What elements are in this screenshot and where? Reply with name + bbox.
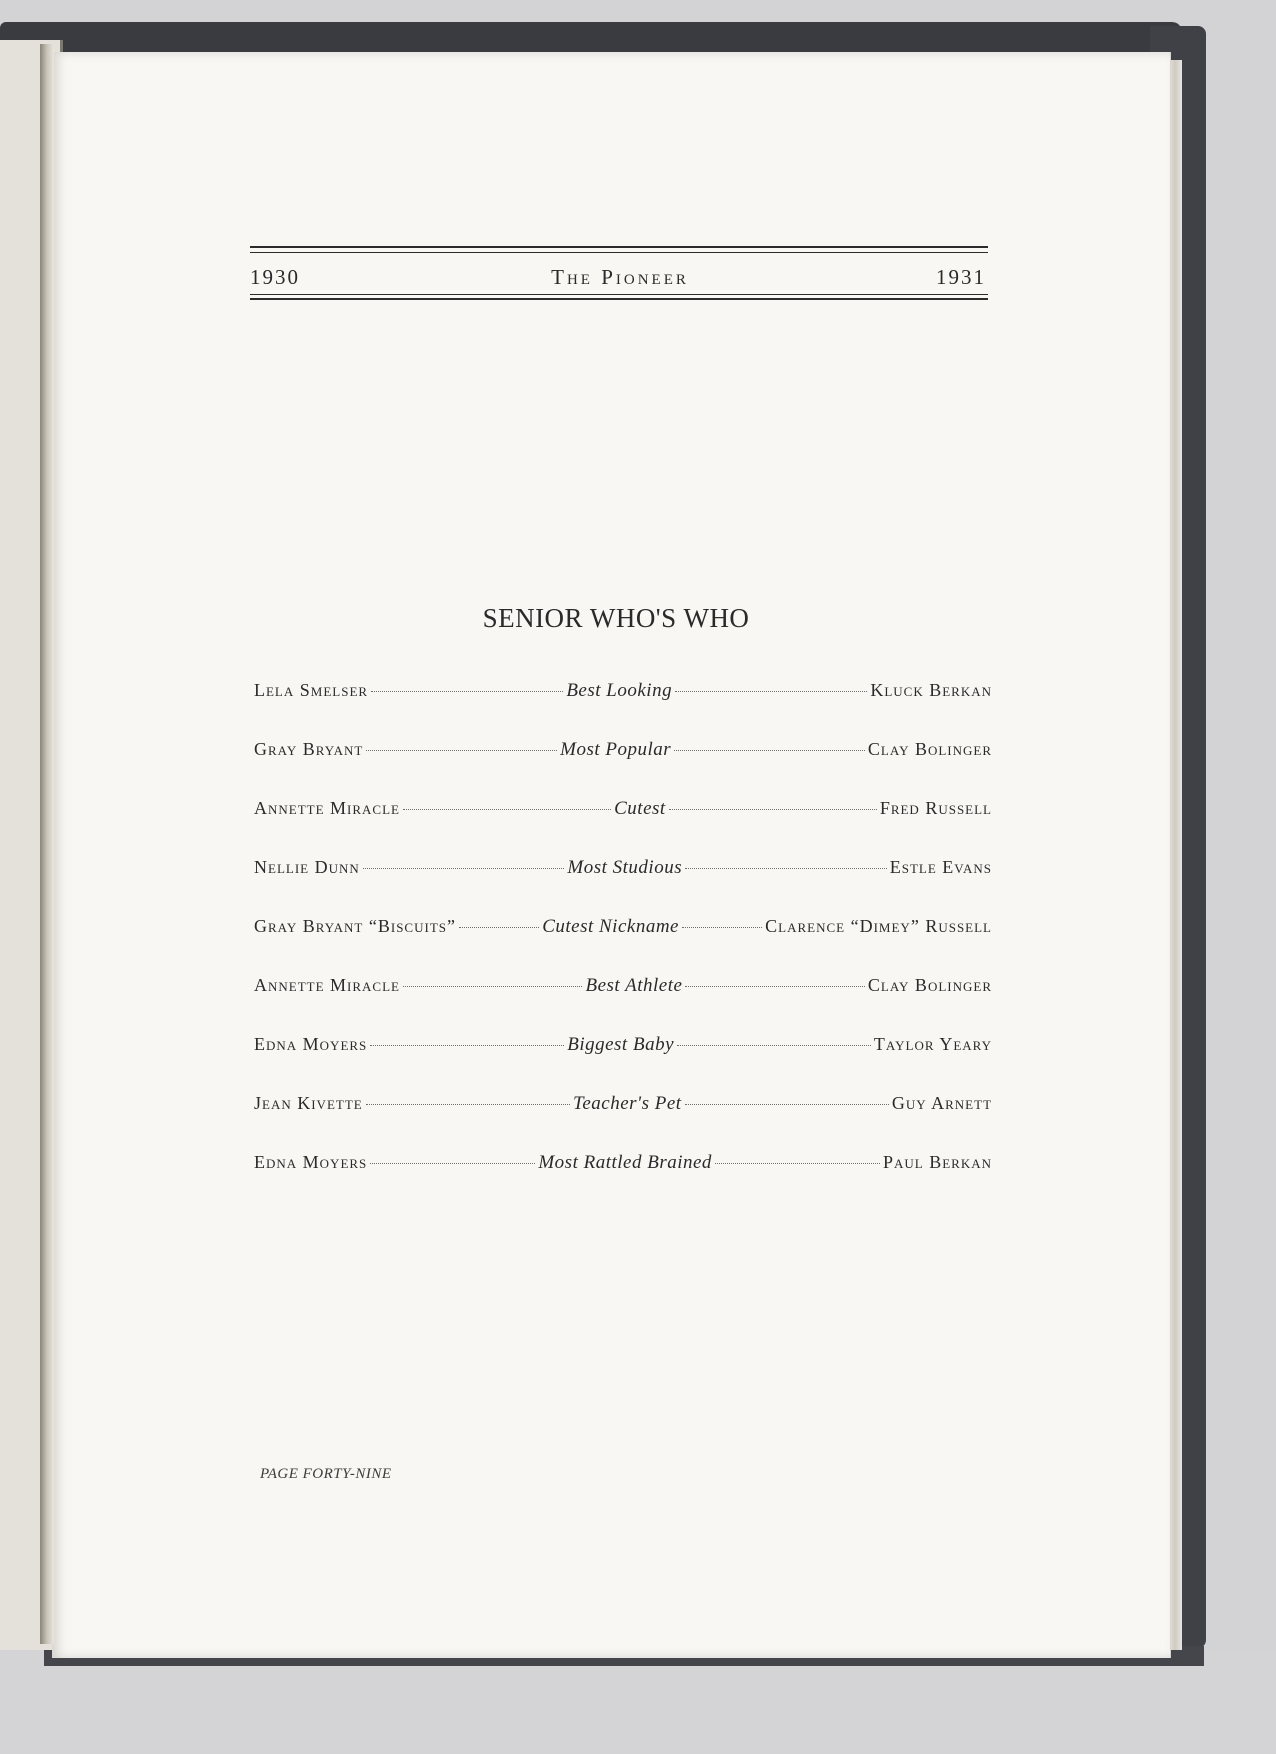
award-title: Most Studious (567, 857, 683, 878)
header-rule-top-1 (250, 246, 988, 248)
header-rule-bottom-2 (250, 298, 988, 300)
leader-dots (675, 691, 867, 692)
list-item (254, 975, 992, 1034)
list-item (254, 1152, 992, 1211)
page-number: PAGE FORTY-NINE (260, 1466, 392, 1482)
header-title: The Pioneer (551, 265, 689, 289)
leader-dots (371, 691, 563, 692)
girl-name: Nellie Dunn (254, 857, 360, 877)
boy-name: Clarence “Dimey” Russell (765, 916, 992, 936)
award-title: Best Athlete (585, 975, 683, 996)
list-item (254, 739, 992, 798)
leader-dots (459, 927, 539, 928)
girl-name: Jean Kivette (254, 1093, 363, 1113)
list-item (254, 798, 992, 857)
girl-name: Edna Moyers (254, 1034, 368, 1054)
award-title: Best Looking (566, 680, 673, 701)
leader-dots (685, 868, 887, 869)
boy-name: Fred Russell (879, 798, 992, 818)
award-title: Most Popular (560, 739, 672, 760)
award-title: Teacher's Pet (573, 1093, 682, 1114)
boy-name: Kluck Berkan (870, 680, 993, 700)
leader-dots (669, 809, 877, 810)
award-title: Biggest Baby (567, 1034, 674, 1055)
girl-name: Gray Bryant (254, 739, 364, 759)
leader-dots (715, 1163, 880, 1164)
girl-name: Annette Miracle (254, 798, 400, 818)
leader-dots (370, 1045, 564, 1046)
leader-dots (674, 750, 865, 751)
boy-name: Paul Berkan (882, 1152, 992, 1172)
girl-name: Gray Bryant “Biscuits” (254, 916, 456, 936)
whos-who-list (254, 680, 992, 1211)
header-year-right: 1931 (936, 265, 986, 289)
girl-name: Annette Miracle (254, 975, 400, 995)
leader-dots (677, 1045, 871, 1046)
leader-dots (366, 750, 557, 751)
award-title: Cutest Nickname (542, 916, 679, 937)
header-rule-top-2 (250, 252, 988, 253)
header-rule-bottom-1 (250, 294, 988, 295)
girl-name: Lela Smelser (254, 680, 369, 700)
boy-name: Clay Bolinger (867, 975, 992, 995)
leader-dots (366, 1104, 570, 1105)
leader-dots (685, 986, 864, 987)
section-title: SENIOR WHO'S WHO (482, 603, 750, 633)
girl-name: Edna Moyers (254, 1152, 368, 1172)
leader-dots (403, 809, 611, 810)
list-item (254, 857, 992, 916)
leader-dots (363, 868, 565, 869)
list-item (254, 916, 992, 975)
leader-dots (370, 1163, 535, 1164)
leader-dots (685, 1104, 889, 1105)
leader-dots (682, 927, 762, 928)
header-year-left: 1930 (250, 265, 300, 289)
award-title: Cutest (614, 798, 666, 819)
boy-name: Taylor Yeary (873, 1034, 993, 1054)
list-item (254, 1034, 992, 1093)
spine-shadow (40, 44, 54, 1644)
list-item (254, 1093, 992, 1152)
award-title: Most Rattled Brained (538, 1152, 712, 1173)
list-item (254, 680, 992, 739)
boy-name: Clay Bolinger (867, 739, 993, 759)
boy-name: Guy Arnett (891, 1093, 993, 1113)
leader-dots (403, 986, 582, 987)
boy-name: Estle Evans (889, 857, 993, 877)
